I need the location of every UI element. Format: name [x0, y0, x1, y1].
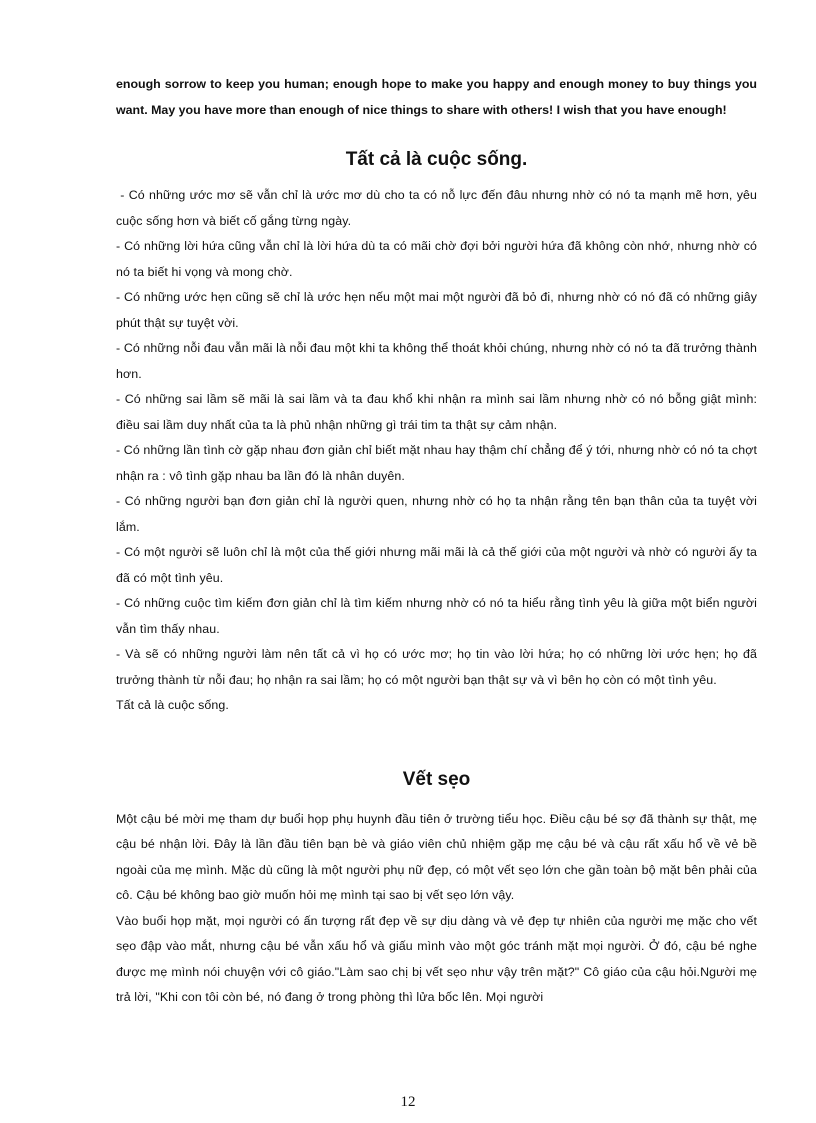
paragraph: Một cậu bé mời mẹ tham dự buổi họp phụ huynh đầu tiên ở trường tiểu học. Điều cậu bé sợ đã thành sự thật, mẹ cậu bé nhận lời. Đây là lần đầu tiên bạn bè và giáo viên chủ nhiệm gặp mẹ cậu bé và cậu rất xấu hổ về vẻ bề ngoài của mẹ mình. Mặc dù cũng là một người phụ nữ đẹp, có một vết sẹo lớn che gần toàn bộ mặt bên phải của cô. Cậu bé không bao giờ muốn hỏi mẹ mình tại sao bị vết sẹo lớn vậy. — [116, 811, 757, 902]
paragraph: - Có những ước mơ sẽ vẫn chỉ là ước mơ dù cho ta có nỗ lực đến đâu nhưng nhờ có nó ta mạnh mẽ hơn, yêu cuộc sống hơn và biết cố gắng từng ngày. — [116, 188, 761, 228]
section-title-2: Vết sẹo — [402, 768, 471, 790]
page-number: 12 — [400, 1094, 416, 1110]
paragraph: - Và sẽ có những người làm nên tất cả vì họ có ước mơ; họ tin vào lời hứa; họ có những lời ước hẹn; họ đã trưởng thành từ nỗi đau; họ nhận ra sai lầm; họ có một người bạn thật sự và vì bên họ còn có một tình yêu. — [116, 647, 757, 687]
paragraph: - Có một người sẽ luôn chỉ là một của thế giới nhưng mãi mãi là cả thế giới của một người và nhờ có người ấy ta đã có một tình yêu. — [116, 545, 757, 585]
closing-line: Tất cả là cuộc sống. — [116, 698, 229, 712]
section-body-1 — [116, 183, 761, 719]
section-title-1: Tất cả là cuộc sống. — [345, 149, 528, 170]
paragraph: - Có những lần tình cờ gặp nhau đơn giản chỉ biết mặt nhau hay thậm chí chẳng để ý tới, nhưng nhờ có nó ta chợt nhận ra : vô tình gặp nhau ba lần đó là nhân duyên. — [116, 443, 757, 483]
section-body-2 — [116, 807, 757, 1011]
paragraph: - Có những người bạn đơn giản chỉ là người quen, nhưng nhờ có họ ta nhận rằng tên bạn thân của ta tuyệt vời lắm. — [116, 494, 757, 534]
paragraph: - Có những ước hẹn cũng sẽ chỉ là ước hẹn nếu một mai một người đã bỏ đi, nhưng nhờ có nó đã có những giây phút thật sự tuyệt vời. — [116, 290, 757, 330]
document-page — [116, 72, 761, 1011]
paragraph: - Có những cuộc tìm kiếm đơn giản chỉ là tìm kiếm nhưng nhờ có nó ta hiểu rằng tình yêu là giữa một biển người vẫn tìm thấy nhau. — [116, 596, 757, 636]
paragraph: - Có những nỗi đau vẫn mãi là nỗi đau một khi ta không thể thoát khỏi chúng, nhưng nhờ có nó ta đã trưởng thành hơn. — [116, 341, 757, 381]
paragraph: - Có những sai lầm sẽ mãi là sai lầm và ta đau khổ khi nhận ra mình sai lầm nhưng nhờ có nó bỗng giật mình: điều sai lầm duy nhất của ta là phủ nhận những gì trái tim ta thật sự cảm nhận. — [116, 392, 757, 432]
intro-paragraph: enough sorrow to keep you human; enough hope to make you happy and enough money to buy things you want. May you have more than enough of nice things to share with others! I wish that you have enough! — [116, 77, 757, 117]
paragraph: - Có những lời hứa cũng vẫn chỉ là lời hứa dù ta có mãi chờ đợi bởi người hứa đã không còn nhớ, nhưng nhờ có nó ta biết hi vọng và mong chờ. — [116, 239, 757, 279]
paragraph: Vào buổi họp mặt, mọi người có ấn tượng rất đẹp về sự dịu dàng và vẻ đẹp tự nhiên của người mẹ mặc cho vết sẹo đập vào mắt, nhưng cậu bé vẫn xấu hổ và giấu mình vào một góc tránh mặt mọi người. Ở đó, cậu bé nghe được mẹ mình nói chuyện với cô giáo."Làm sao chị bị vết sẹo như vậy trên mặt?" Cô giáo của cậu hỏi.Người mẹ trả lời, "Khi con tôi còn bé, nó đang ở trong phòng thì lửa bốc lên. Mọi người — [116, 913, 757, 1004]
